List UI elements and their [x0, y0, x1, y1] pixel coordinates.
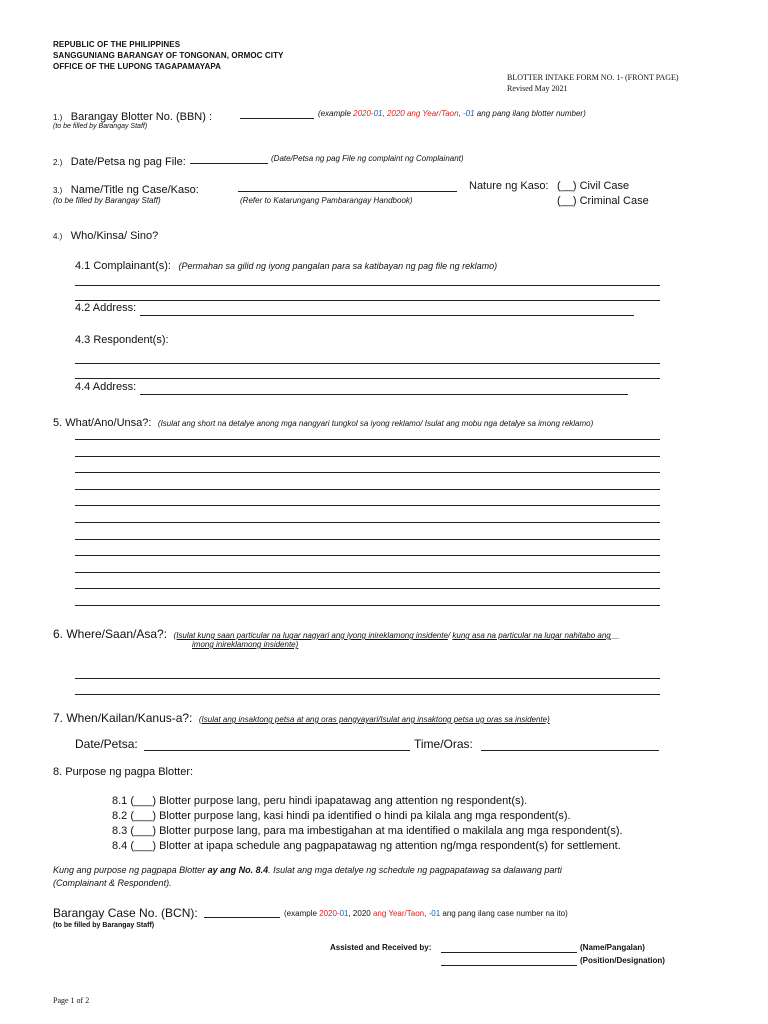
respondent-line-1[interactable]	[75, 363, 660, 364]
q1-number: 1.)	[53, 113, 63, 122]
q3-number: 3.)	[53, 186, 63, 195]
q8-footnote-line2: (Complainant & Respondent).	[53, 878, 172, 888]
what-line[interactable]	[75, 489, 660, 490]
page-number: Page 1 of 2	[53, 996, 90, 1005]
where-line-2[interactable]	[75, 694, 660, 695]
civil-case-option[interactable]: (__) Civil Case	[557, 180, 630, 192]
q6-label: 6. Where/Saan/Asa?:	[53, 627, 168, 641]
q3-staff-note: (to be filled by Barangay Staff)	[53, 196, 161, 205]
what-line[interactable]	[75, 472, 660, 473]
q5-row	[53, 413, 593, 431]
q2-number: 2.)	[53, 158, 63, 167]
q2-label: Date/Petsa ng pag File:	[70, 156, 186, 168]
what-line[interactable]	[75, 588, 660, 589]
filing-date-field[interactable]	[190, 152, 268, 164]
complainant-row	[75, 256, 497, 274]
q4-number: 4.)	[53, 232, 63, 241]
q7-note: (Isulat ang insaktong petsa at ang oras pangyayari/Isulat ang insaktong petsa ug oras sa insidente)	[198, 715, 550, 724]
what-line[interactable]	[75, 439, 660, 440]
what-line[interactable]	[75, 555, 660, 556]
criminal-case-option[interactable]: (__) Criminal Case	[557, 195, 649, 207]
header-republic: REPUBLIC OF THE PHILIPPINES	[53, 40, 181, 49]
what-line[interactable]	[75, 505, 660, 506]
q5-label: 5. What/Ano/Unsa?:	[53, 417, 152, 429]
purpose-option-8-3[interactable]: 8.3 (___) Blotter purpose lang, para ma imbestigahan at ma identified o makilala ang mga respondent(s).	[112, 825, 623, 837]
bcn-staff-note: (to be filled by Barangay Staff)	[53, 922, 155, 929]
q1-label: Barangay Blotter No. (BBN) :	[70, 111, 213, 123]
q3-refer-note: (Refer to Katarungang Pambarangay Handbook)	[240, 196, 413, 205]
q8-footnote: Kung ang purpose ng pagpapa Blotter ay ang No. 8.4. Isulat ang mga detalye ng schedule ng pagpapatawag sa dalawang parti	[53, 865, 562, 875]
q7-label: 7. When/Kailan/Kanus-a?:	[53, 711, 193, 725]
what-line[interactable]	[75, 572, 660, 573]
what-line[interactable]	[75, 539, 660, 540]
q7-row	[53, 709, 550, 727]
complainant-note: (Permahan sa gilid ng iyong pangalan para sa katibayan ng pag file ng reklamo)	[178, 261, 498, 271]
respondent-line-2[interactable]	[75, 378, 660, 379]
bcn-label: Barangay Case No. (BCN):	[53, 906, 198, 920]
q1-staff-note: (to be filled by Barangay Staff)	[53, 123, 148, 130]
q2-note: (Date/Petsa ng pag File ng complaint ng Complainant)	[271, 154, 464, 163]
address-1-label: 4.2 Address:	[75, 302, 137, 314]
q2-row	[53, 152, 186, 170]
q4-row	[53, 226, 158, 244]
purpose-option-8-4[interactable]: 8.4 (___) Blotter at ipapa schedule ang pagpapatawag ng attention ng/mga respondent(s) for settlement.	[112, 840, 621, 852]
assisted-label: Assisted and Received by:	[330, 943, 432, 952]
assisted-position-note: (Position/Designation)	[580, 956, 665, 965]
q1-example: (example 2020-01, 2020 ang Year/Taon, -01 ang pang ilang blotter number)	[318, 109, 586, 118]
what-line[interactable]	[75, 456, 660, 457]
q6-note-line2: imong inireklamong insidente)	[192, 640, 299, 649]
purpose-option-8-2[interactable]: 8.2 (___) Blotter purpose lang, kasi hindi pa identified o hindi pa kilala ang mga respondent(s).	[112, 810, 571, 822]
q4-label: Who/Kinsa/ Sino?	[70, 230, 159, 242]
time-label: Time/Oras:	[414, 737, 473, 751]
bbn-field[interactable]	[240, 107, 314, 119]
assisted-name-field[interactable]	[441, 952, 577, 953]
address-1-line[interactable]	[140, 315, 634, 316]
header-office: OFFICE OF THE LUPONG TAGAPAMAYAPA	[53, 62, 222, 71]
form-title: BLOTTER INTAKE FORM NO. 1- (FRONT PAGE)	[507, 73, 679, 82]
q5-note: (Isulat ang short na detalye anong mga nangyari tungkol sa iyong reklamo/ Isulat ang mobu nga detalye sa imong reklamo)	[157, 419, 594, 428]
date-label: Date/Petsa:	[75, 737, 138, 751]
address-2-label: 4.4 Address:	[75, 381, 137, 393]
bcn-field[interactable]	[204, 906, 280, 918]
complainant-label: 4.1 Complainant(s):	[75, 260, 171, 272]
assisted-position-field[interactable]	[441, 965, 577, 966]
revised-date: Revised May 2021	[507, 84, 568, 93]
purpose-option-8-1[interactable]: 8.1 (___) Blotter purpose lang, peru hindi ipapatawag ang attention ng respondent(s).	[112, 795, 528, 807]
address-2-line[interactable]	[140, 394, 628, 395]
what-line[interactable]	[75, 522, 660, 523]
q6-row	[53, 625, 620, 643]
header-sangguniang: SANGGUNIANG BARANGAY OF TONGONAN, ORMOC CITY	[53, 51, 284, 60]
nature-label: Nature ng Kaso:	[469, 180, 549, 192]
respondent-label: 4.3 Respondent(s):	[75, 334, 169, 346]
case-title-field[interactable]	[238, 180, 457, 192]
what-line[interactable]	[75, 605, 660, 606]
bcn-example: (example 2020-01, 2020 ang Year/Taon, -01 ang pang ilang case number na ito)	[284, 909, 568, 918]
q3-label: Name/Title ng Case/Kaso:	[70, 184, 199, 196]
complainant-line-1[interactable]	[75, 285, 660, 286]
q8-label: 8. Purpose ng pagpa Blotter:	[53, 766, 194, 778]
time-field[interactable]	[481, 750, 659, 751]
where-line-1[interactable]	[75, 678, 660, 679]
assisted-name-note: (Name/Pangalan)	[580, 943, 645, 952]
date-field[interactable]	[144, 750, 410, 751]
q6-note: (Isulat kung saan particular na lugar nagyari ang iyong inireklamong insidente/ kung asa na particular na lugar nahitabo ang__	[173, 631, 620, 640]
complainant-line-2[interactable]	[75, 300, 660, 301]
